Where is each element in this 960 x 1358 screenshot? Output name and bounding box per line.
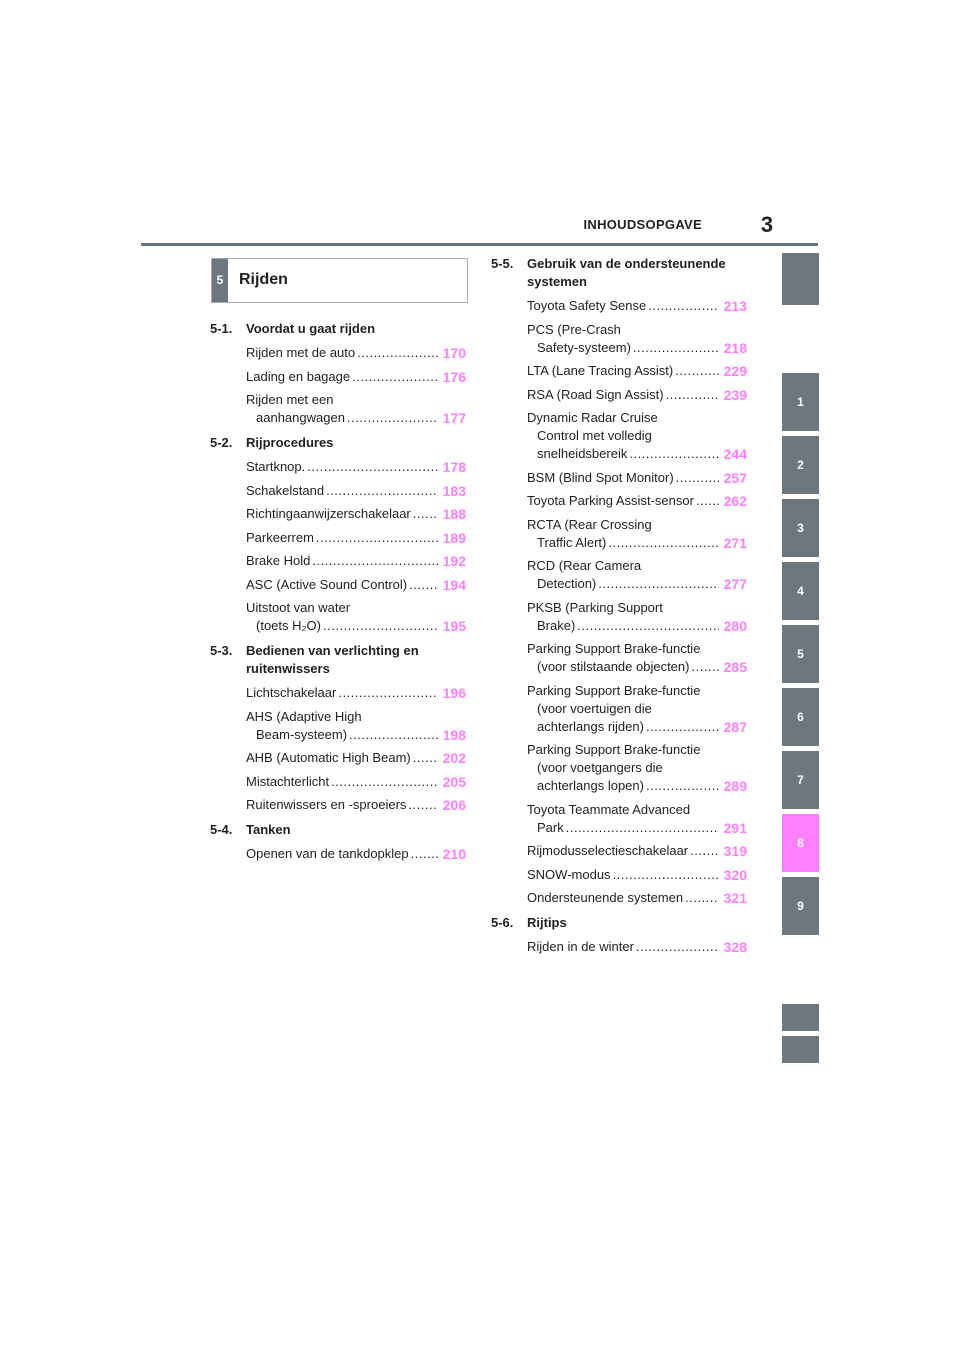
entry-line (527, 819, 747, 837)
leader-dots (696, 492, 719, 510)
leader-dots (676, 469, 719, 487)
toc-entry[interactable] (210, 552, 466, 570)
tab-index-b[interactable] (782, 1036, 819, 1063)
chapter-heading (211, 258, 468, 303)
entry-line (527, 842, 747, 860)
page-link[interactable]: 178 (442, 459, 466, 475)
toc-entry[interactable] (491, 297, 747, 315)
entry-text: Parking Support Brake-functie (527, 641, 701, 656)
toc-section (491, 914, 747, 956)
entry-text: (voor stilstaande objecten) (537, 659, 690, 674)
page-link[interactable]: 188 (442, 506, 466, 522)
page-link[interactable]: 319 (723, 843, 747, 859)
entry-text: LTA (Lane Tracing Assist) (527, 363, 674, 378)
toc-entry[interactable] (491, 842, 747, 860)
leader-dots (307, 458, 438, 476)
leader-dots (312, 552, 438, 570)
entry-line (246, 344, 466, 362)
page-link[interactable]: 183 (442, 482, 466, 499)
page-link[interactable]: 287 (723, 718, 747, 735)
entry-text: achterlangs rijden) (537, 718, 644, 734)
toc-entry[interactable] (491, 682, 747, 736)
entry-text: RCD (Rear Camera (527, 558, 642, 573)
toc-entry[interactable] (491, 889, 747, 907)
entry-text: Ruitenwissers en -sproeiers (246, 797, 407, 812)
entry-text: (toets H₂O) (256, 618, 321, 633)
entry-line (527, 469, 747, 487)
leader-dots (577, 617, 719, 635)
leader-dots (413, 505, 438, 523)
entry-text: Openen van de tankdopklep (246, 846, 409, 861)
section-heading[interactable] (210, 434, 466, 452)
section-title: Bedienen van verlichting en ruitenwissers (246, 643, 419, 676)
entry-text: Parking Support Brake-functie (527, 742, 701, 757)
leader-dots (646, 718, 719, 736)
leader-dots (316, 529, 438, 547)
entry-text: RCTA (Rear Crossing (527, 516, 652, 532)
toc-entry[interactable] (210, 599, 466, 635)
page-link[interactable]: 202 (442, 750, 466, 766)
entry-text: Lading en bagage (246, 368, 351, 384)
page-link[interactable]: 229 (723, 363, 747, 379)
entry-line (527, 658, 747, 676)
section-title: Gebruik van de ondersteunende systemen (527, 256, 726, 289)
entry-text: Detection) (537, 576, 597, 591)
toc-entry[interactable] (210, 749, 466, 767)
section-heading[interactable] (210, 320, 466, 338)
entry-text: achterlangs lopen) (537, 778, 644, 793)
header-rule (141, 243, 818, 246)
entry-text: Beam-systeem) (256, 726, 348, 742)
toc-entry[interactable] (210, 845, 466, 863)
entry-text: Richtingaanwijzerschakelaar (246, 506, 411, 521)
entry-text: SNOW-modus (527, 866, 611, 882)
page-link[interactable]: 321 (723, 890, 747, 906)
entry-line (246, 726, 466, 744)
entry-text: Startknop. (246, 459, 306, 474)
page-link[interactable]: 277 (723, 576, 747, 592)
leader-dots (675, 362, 719, 380)
leader-dots (566, 819, 719, 837)
toc-entry[interactable] (210, 391, 466, 427)
entry-line (246, 529, 466, 547)
toc-entry[interactable] (491, 599, 747, 635)
section-title: Tanken (246, 822, 291, 837)
entry-line (246, 684, 466, 702)
entry-line (246, 796, 466, 814)
toc-entry[interactable] (210, 505, 466, 523)
entry-text: (voor voertuigen die (537, 700, 652, 716)
toc-entry[interactable] (210, 482, 466, 500)
entry-line (527, 534, 747, 552)
entry-text: Control met volledig (537, 428, 652, 443)
entry-line (246, 617, 466, 635)
entry-line (246, 409, 466, 427)
leader-dots (357, 344, 438, 362)
entry-line (527, 297, 747, 315)
toc-section (210, 642, 466, 814)
page-link[interactable]: 198 (442, 726, 466, 743)
entry-text: Mistachterlicht (246, 773, 330, 789)
toc-entry[interactable] (491, 469, 747, 487)
toc-entry[interactable] (491, 362, 747, 380)
leader-dots (349, 726, 438, 744)
leader-dots (629, 445, 719, 463)
toc-entry[interactable] (210, 368, 466, 386)
page-link[interactable]: 291 (723, 819, 747, 836)
leader-dots (666, 386, 719, 404)
toc-entry[interactable] (491, 866, 747, 884)
entry-text: Ondersteunende systemen (527, 890, 684, 905)
page-number: 3 (760, 212, 774, 237)
toc-entry[interactable] (491, 321, 747, 357)
page-link[interactable]: 289 (723, 778, 747, 794)
entry-text: Dynamic Radar Cruise (527, 410, 658, 425)
leader-dots (690, 842, 719, 860)
entry-line (246, 368, 466, 386)
leader-dots (408, 796, 438, 814)
toc-entry[interactable] (210, 773, 466, 791)
tab-chapter-2[interactable]: 2 (782, 436, 819, 494)
toc-section (210, 320, 466, 427)
section-heading[interactable] (210, 642, 466, 678)
entry-text: Brake) (537, 617, 576, 633)
entry-text: PKSB (Parking Support (527, 599, 663, 615)
entry-line (527, 777, 747, 795)
page-link[interactable]: 285 (723, 659, 747, 675)
section-heading[interactable] (491, 914, 747, 932)
entry-text: Toyota Parking Assist-sensor (527, 493, 694, 508)
entry-text: Park (537, 819, 564, 835)
leader-dots (636, 938, 719, 956)
toc-column-left (210, 320, 466, 870)
entry-text: (voor voetgangers die (537, 760, 663, 775)
toc-entry[interactable] (491, 557, 747, 593)
toc-entry[interactable] (491, 409, 747, 463)
entry-text: Toyota Safety Sense (527, 298, 647, 313)
entry-line (527, 362, 747, 380)
page-link[interactable]: 176 (442, 368, 466, 385)
section-title: Rijtips (527, 915, 567, 930)
leader-dots (323, 617, 438, 635)
entry-line (527, 445, 747, 463)
entry-line (246, 576, 466, 594)
entry-line (527, 492, 747, 510)
toc-entry[interactable] (210, 796, 466, 814)
leader-dots (598, 575, 719, 593)
page-link[interactable]: 271 (723, 534, 747, 551)
page-link[interactable]: 177 (442, 410, 466, 426)
page-link[interactable]: 328 (723, 939, 747, 955)
toc-entry[interactable] (491, 801, 747, 837)
leader-dots (691, 658, 719, 676)
entry-line (246, 552, 466, 570)
entry-text: ASC (Active Sound Control) (246, 576, 408, 592)
toc-entry[interactable] (491, 640, 747, 676)
toc-entry[interactable] (491, 386, 747, 404)
leader-dots (409, 576, 438, 594)
chapter-number: 5 (212, 259, 228, 302)
page-link[interactable]: 192 (442, 553, 466, 569)
tab-chapter-3[interactable]: 3 (782, 499, 819, 557)
entry-line (527, 889, 747, 907)
page-link[interactable]: 210 (442, 846, 466, 862)
tab-chapter-8[interactable]: 8 (782, 814, 819, 872)
leader-dots (685, 889, 719, 907)
entry-text: RSA (Road Sign Assist) (527, 386, 664, 402)
header-title: INHOUDSOPGAVE (583, 217, 702, 232)
chapter-title: Rijden (239, 271, 288, 288)
page-link[interactable]: 239 (723, 386, 747, 403)
entry-text: Toyota Teammate Advanced (527, 801, 691, 817)
page-link[interactable]: 196 (442, 685, 466, 701)
toc-entry[interactable] (210, 344, 466, 362)
page-link[interactable]: 320 (723, 866, 747, 883)
leader-dots (411, 845, 438, 863)
entry-line (246, 458, 466, 476)
page-link[interactable]: 195 (442, 618, 466, 634)
entry-text: PCS (Pre-Crash (527, 321, 621, 337)
toc-entry[interactable] (210, 576, 466, 594)
entry-line (527, 339, 747, 357)
entry-line (527, 718, 747, 736)
toc-section (210, 821, 466, 863)
section-title: Voordat u gaat rijden (246, 321, 376, 336)
entry-text: Safety-systeem) (537, 339, 631, 355)
page-link[interactable]: 206 (442, 797, 466, 813)
section-number: 5-3. (210, 643, 233, 658)
entry-text: Schakelstand (246, 482, 325, 498)
entry-line (527, 938, 747, 956)
leader-dots (326, 482, 438, 500)
section-heading[interactable] (491, 255, 747, 291)
leader-dots (646, 777, 719, 795)
entry-text: Uitstoot van water (246, 600, 351, 615)
section-title: Rijprocedures (246, 435, 334, 450)
leader-dots (352, 368, 438, 386)
entry-line (527, 386, 747, 404)
page-link[interactable]: 280 (723, 617, 747, 634)
entry-text: AHS (Adaptive High (246, 708, 362, 724)
toc-entry[interactable] (210, 684, 466, 702)
entry-text: AHB (Automatic High Beam) (246, 750, 411, 765)
leader-dots (413, 749, 438, 767)
tab-chapter-7[interactable]: 7 (782, 751, 819, 809)
entry-line (246, 482, 466, 500)
leader-dots (347, 409, 438, 427)
entry-text: Rijden met de auto (246, 345, 356, 360)
toc-entry[interactable] (210, 529, 466, 547)
entry-line (527, 575, 747, 593)
entry-text: Parkeerrem (246, 529, 314, 545)
page-link[interactable]: 205 (442, 773, 466, 790)
toc-entry[interactable] (491, 516, 747, 552)
entry-text: Rijden met een (246, 392, 334, 407)
page-link[interactable]: 218 (723, 339, 747, 356)
entry-text: Lichtschakelaar (246, 685, 337, 700)
page-link[interactable]: 213 (723, 298, 747, 314)
section-heading[interactable] (210, 821, 466, 839)
page-link[interactable]: 244 (723, 446, 747, 462)
page-link[interactable]: 189 (442, 529, 466, 546)
tab-chapter-5[interactable]: 5 (782, 625, 819, 683)
toc-entry[interactable] (491, 492, 747, 510)
leader-dots (648, 297, 719, 315)
tab-chapter-4[interactable]: 4 (782, 562, 819, 620)
leader-dots (608, 534, 719, 552)
toc-column-right (491, 255, 747, 963)
toc-entry[interactable] (210, 458, 466, 476)
entry-line (527, 617, 747, 635)
entry-text: Rijden in de winter (527, 939, 634, 954)
leader-dots (633, 339, 719, 357)
tab-chapter-9[interactable]: 9 (782, 877, 819, 935)
section-number: 5-2. (210, 435, 233, 450)
tab-index-a[interactable] (782, 1004, 819, 1031)
section-number: 5-6. (491, 915, 514, 930)
entry-text: Brake Hold (246, 553, 311, 568)
toc-section (491, 255, 747, 907)
entry-text: Parking Support Brake-functie (527, 682, 701, 698)
entry-line (246, 505, 466, 523)
leader-dots (613, 866, 719, 884)
section-number: 5-4. (210, 822, 233, 837)
toc-section (210, 434, 466, 635)
toc-entry[interactable] (491, 938, 747, 956)
entry-text: BSM (Blind Spot Monitor) (527, 469, 674, 485)
page-link[interactable]: 170 (442, 345, 466, 361)
page-link[interactable]: 257 (723, 469, 747, 486)
tab-chapter-1[interactable]: 1 (782, 373, 819, 431)
section-number: 5-1. (210, 321, 233, 336)
tab-blank-top[interactable] (782, 253, 819, 305)
section-number: 5-5. (491, 256, 514, 271)
entry-line (527, 866, 747, 884)
entry-text: snelheidsbereik (537, 446, 628, 461)
entry-text: Rijmodusselectieschakelaar (527, 843, 689, 858)
page-link[interactable]: 262 (723, 493, 747, 509)
tab-chapter-6[interactable]: 6 (782, 688, 819, 746)
entry-text: aanhangwagen (256, 410, 345, 425)
page-link[interactable]: 194 (442, 576, 466, 593)
entry-line (246, 845, 466, 863)
toc-entry[interactable] (491, 741, 747, 795)
toc-entry[interactable] (210, 708, 466, 744)
entry-line (246, 773, 466, 791)
entry-line (246, 749, 466, 767)
entry-text: Traffic Alert) (537, 534, 607, 550)
leader-dots (331, 773, 438, 791)
leader-dots (338, 684, 438, 702)
